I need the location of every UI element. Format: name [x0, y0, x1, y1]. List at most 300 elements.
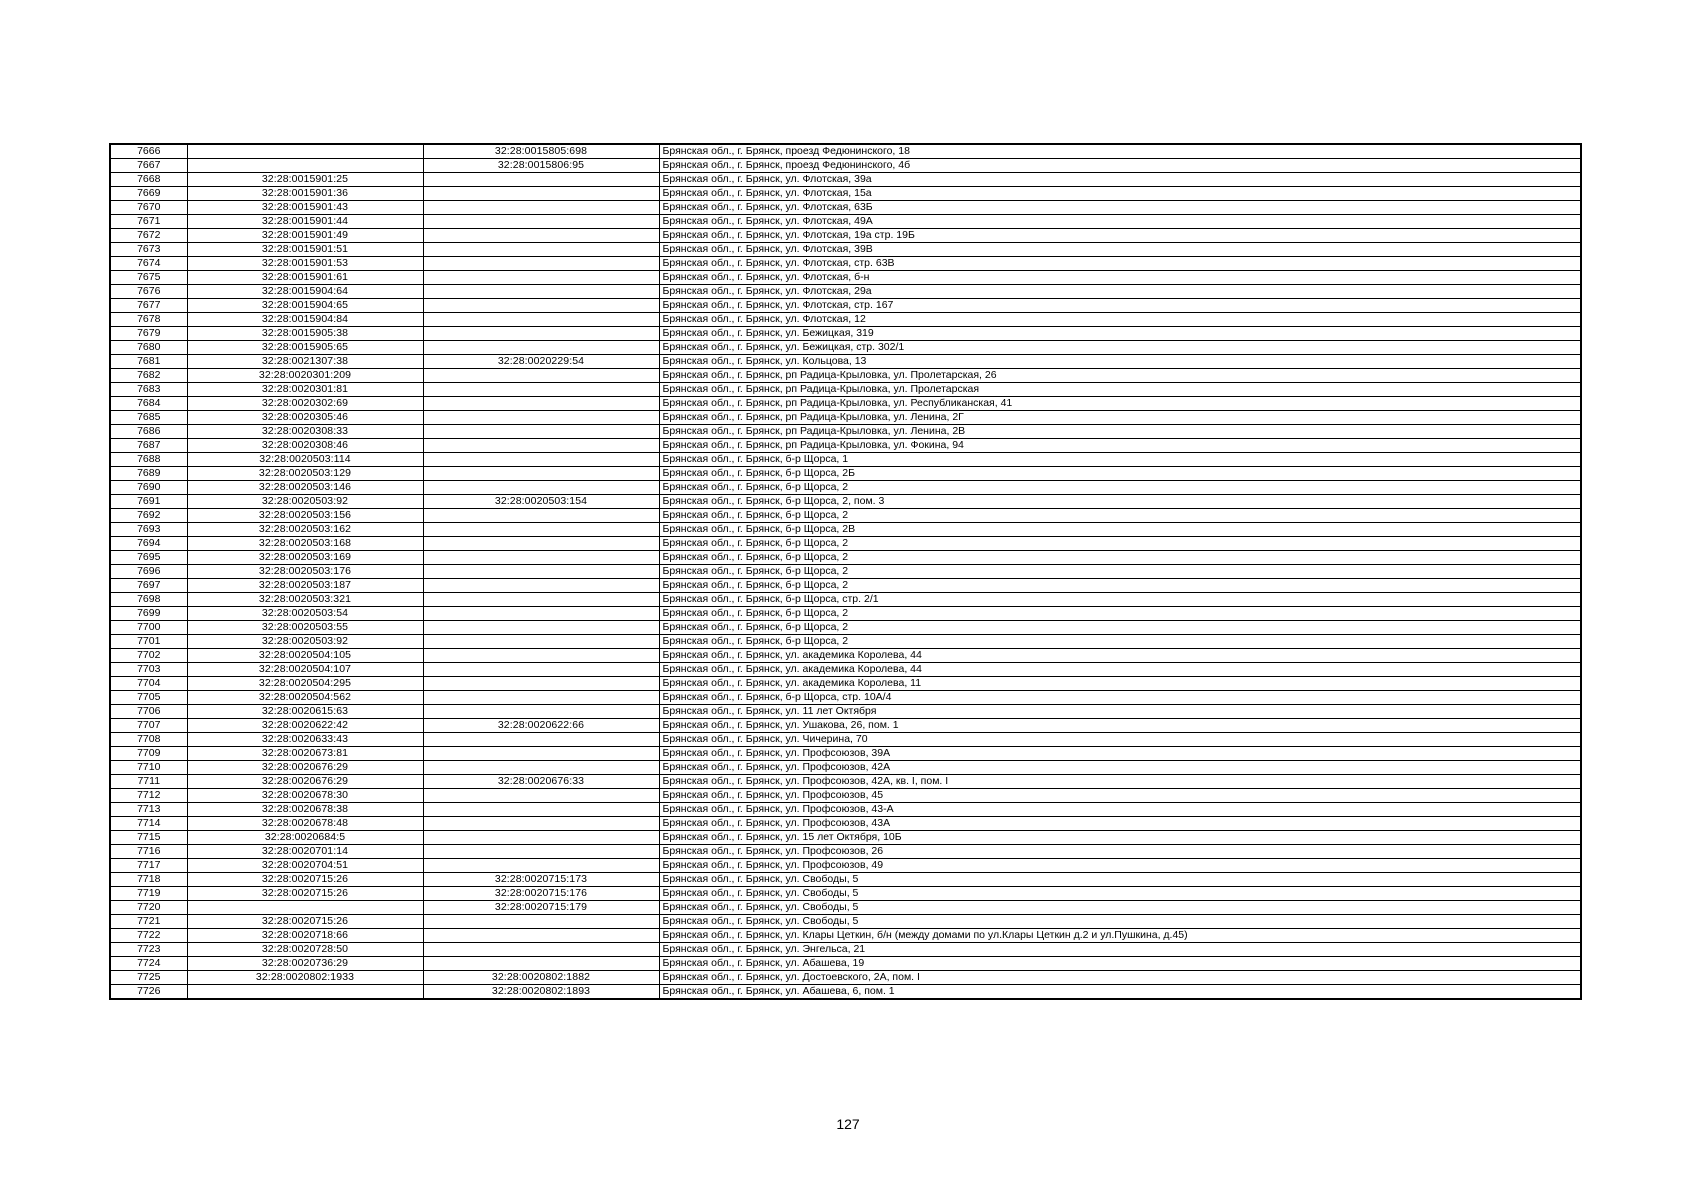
cadastral-number-cell: 32:28:0020503:321 — [187, 593, 423, 607]
table-row — [110, 649, 1581, 663]
row-number-cell: 7688 — [110, 453, 187, 467]
cadastral-number-cell: 32:28:0015901:43 — [187, 201, 423, 215]
table-row — [110, 341, 1581, 355]
cadastral-number-cell — [187, 985, 423, 1000]
cadastral-number-cell: 32:28:0020736:29 — [187, 957, 423, 971]
cadastral-number-cell: 32:28:0015904:64 — [187, 285, 423, 299]
related-cadastral-cell: 32:28:0015806:95 — [423, 159, 659, 173]
row-number-cell: 7670 — [110, 201, 187, 215]
related-cadastral-cell — [423, 411, 659, 425]
address-cell: Брянская обл., г. Брянск, рп Радица-Крыловка, ул. Пролетарская, 26 — [659, 369, 1581, 383]
related-cadastral-cell — [423, 929, 659, 943]
table-row — [110, 565, 1581, 579]
table-row — [110, 369, 1581, 383]
address-cell: Брянская обл., г. Брянск, ул. Профсоюзов, 45 — [659, 789, 1581, 803]
related-cadastral-cell — [423, 257, 659, 271]
table-row — [110, 859, 1581, 873]
table-row — [110, 467, 1581, 481]
cadastral-number-cell: 32:28:0015901:51 — [187, 243, 423, 257]
row-number-cell: 7673 — [110, 243, 187, 257]
cadastral-number-cell: 32:28:0020503:92 — [187, 495, 423, 509]
table-row — [110, 985, 1581, 1000]
cadastral-number-cell: 32:28:0020678:38 — [187, 803, 423, 817]
address-cell: Брянская обл., г. Брянск, ул. Профсоюзов, 43-А — [659, 803, 1581, 817]
related-cadastral-cell — [423, 327, 659, 341]
address-cell: Брянская обл., г. Брянск, рп Радица-Крыловка, ул. Фокина, 94 — [659, 439, 1581, 453]
row-number-cell: 7719 — [110, 887, 187, 901]
row-number-cell: 7667 — [110, 159, 187, 173]
related-cadastral-cell — [423, 593, 659, 607]
table-row — [110, 971, 1581, 985]
cadastral-number-cell: 32:28:0020503:176 — [187, 565, 423, 579]
related-cadastral-cell: 32:28:0020229:54 — [423, 355, 659, 369]
table-row — [110, 383, 1581, 397]
cadastral-number-cell: 32:28:0020633:43 — [187, 733, 423, 747]
table-row — [110, 705, 1581, 719]
row-number-cell: 7691 — [110, 495, 187, 509]
related-cadastral-cell — [423, 537, 659, 551]
related-cadastral-cell — [423, 551, 659, 565]
row-number-cell: 7700 — [110, 621, 187, 635]
row-number-cell: 7674 — [110, 257, 187, 271]
related-cadastral-cell — [423, 635, 659, 649]
row-number-cell: 7692 — [110, 509, 187, 523]
address-cell: Брянская обл., г. Брянск, ул. Профсоюзов, 39А — [659, 747, 1581, 761]
row-number-cell: 7704 — [110, 677, 187, 691]
related-cadastral-cell — [423, 845, 659, 859]
address-cell: Брянская обл., г. Брянск, ул. Флотская, 19а стр. 19Б — [659, 229, 1581, 243]
row-number-cell: 7696 — [110, 565, 187, 579]
row-number-cell: 7676 — [110, 285, 187, 299]
table-row — [110, 691, 1581, 705]
related-cadastral-cell — [423, 341, 659, 355]
cadastral-number-cell: 32:28:0015905:65 — [187, 341, 423, 355]
cadastral-number-cell: 32:28:0020676:29 — [187, 775, 423, 789]
table-row — [110, 747, 1581, 761]
address-cell: Брянская обл., г. Брянск, ул. Профсоюзов, 42А — [659, 761, 1581, 775]
address-cell: Брянская обл., г. Брянск, рп Радица-Крыловка, ул. Ленина, 2В — [659, 425, 1581, 439]
row-number-cell: 7678 — [110, 313, 187, 327]
related-cadastral-cell — [423, 565, 659, 579]
related-cadastral-cell — [423, 481, 659, 495]
related-cadastral-cell — [423, 943, 659, 957]
related-cadastral-cell — [423, 705, 659, 719]
address-cell: Брянская обл., г. Брянск, ул. академика Королева, 44 — [659, 663, 1581, 677]
row-number-cell: 7712 — [110, 789, 187, 803]
table-row — [110, 453, 1581, 467]
related-cadastral-cell — [423, 691, 659, 705]
cadastral-number-cell: 32:28:0020715:26 — [187, 915, 423, 929]
cadastral-number-cell: 32:28:0020615:63 — [187, 705, 423, 719]
cadastral-number-cell: 32:28:0020504:562 — [187, 691, 423, 705]
row-number-cell: 7681 — [110, 355, 187, 369]
row-number-cell: 7721 — [110, 915, 187, 929]
row-number-cell: 7717 — [110, 859, 187, 873]
row-number-cell: 7686 — [110, 425, 187, 439]
row-number-cell: 7671 — [110, 215, 187, 229]
cadastral-number-cell: 32:28:0020504:107 — [187, 663, 423, 677]
related-cadastral-cell — [423, 803, 659, 817]
address-cell: Брянская обл., г. Брянск, ул. Профсоюзов, 43А — [659, 817, 1581, 831]
cadastral-number-cell: 32:28:0015901:36 — [187, 187, 423, 201]
address-cell: Брянская обл., г. Брянск, ул. Бежицкая, 319 — [659, 327, 1581, 341]
address-cell: Брянская обл., г. Брянск, ул. Абашева, 19 — [659, 957, 1581, 971]
related-cadastral-cell — [423, 957, 659, 971]
related-cadastral-cell — [423, 859, 659, 873]
table-row — [110, 327, 1581, 341]
address-cell: Брянская обл., г. Брянск, б-р Щорса, стр. 10А/4 — [659, 691, 1581, 705]
address-cell: Брянская обл., г. Брянск, ул. Профсоюзов, 49 — [659, 859, 1581, 873]
address-cell: Брянская обл., г. Брянск, б-р Щорса, 1 — [659, 453, 1581, 467]
row-number-cell: 7715 — [110, 831, 187, 845]
cadastral-number-cell: 32:28:0020308:33 — [187, 425, 423, 439]
row-number-cell: 7689 — [110, 467, 187, 481]
cadastral-table — [109, 143, 1582, 1000]
address-cell: Брянская обл., г. Брянск, б-р Щорса, стр. 2/1 — [659, 593, 1581, 607]
address-cell: Брянская обл., г. Брянск, ул. Свободы, 5 — [659, 901, 1581, 915]
row-number-cell: 7668 — [110, 173, 187, 187]
table-body — [110, 144, 1581, 999]
cadastral-number-cell: 32:28:0020308:46 — [187, 439, 423, 453]
table-row — [110, 733, 1581, 747]
cadastral-number-cell: 32:28:0015901:53 — [187, 257, 423, 271]
cadastral-number-cell: 32:28:0020503:146 — [187, 481, 423, 495]
address-cell: Брянская обл., г. Брянск, проезд Федюнинского, 4б — [659, 159, 1581, 173]
address-cell: Брянская обл., г. Брянск, б-р Щорса, 2В — [659, 523, 1581, 537]
cadastral-number-cell: 32:28:0020684:5 — [187, 831, 423, 845]
row-number-cell: 7707 — [110, 719, 187, 733]
cadastral-number-cell: 32:28:0015904:84 — [187, 313, 423, 327]
row-number-cell: 7724 — [110, 957, 187, 971]
address-cell: Брянская обл., г. Брянск, ул. Энгельса, 21 — [659, 943, 1581, 957]
related-cadastral-cell — [423, 607, 659, 621]
related-cadastral-cell — [423, 523, 659, 537]
row-number-cell: 7702 — [110, 649, 187, 663]
row-number-cell: 7666 — [110, 144, 187, 159]
address-cell: Брянская обл., г. Брянск, ул. 15 лет Октября, 10Б — [659, 831, 1581, 845]
table-row — [110, 495, 1581, 509]
table-row — [110, 159, 1581, 173]
address-cell: Брянская обл., г. Брянск, б-р Щорса, 2 — [659, 621, 1581, 635]
cadastral-number-cell — [187, 144, 423, 159]
row-number-cell: 7725 — [110, 971, 187, 985]
row-number-cell: 7710 — [110, 761, 187, 775]
cadastral-number-cell: 32:28:0015901:25 — [187, 173, 423, 187]
table-row — [110, 425, 1581, 439]
table-row — [110, 523, 1581, 537]
address-cell: Брянская обл., г. Брянск, ул. Кольцова, 13 — [659, 355, 1581, 369]
table-row — [110, 943, 1581, 957]
address-cell: Брянская обл., г. Брянск, б-р Щорса, 2 — [659, 537, 1581, 551]
cadastral-number-cell: 32:28:0020802:1933 — [187, 971, 423, 985]
cadastral-number-cell: 32:28:0020715:26 — [187, 887, 423, 901]
table-row — [110, 285, 1581, 299]
row-number-cell: 7677 — [110, 299, 187, 313]
cadastral-number-cell — [187, 901, 423, 915]
table-row — [110, 257, 1581, 271]
related-cadastral-cell: 32:28:0020715:179 — [423, 901, 659, 915]
related-cadastral-cell — [423, 649, 659, 663]
table-row — [110, 187, 1581, 201]
row-number-cell: 7701 — [110, 635, 187, 649]
table-row — [110, 929, 1581, 943]
related-cadastral-cell — [423, 271, 659, 285]
related-cadastral-cell — [423, 453, 659, 467]
address-cell: Брянская обл., г. Брянск, ул. Флотская, 39а — [659, 173, 1581, 187]
row-number-cell: 7716 — [110, 845, 187, 859]
row-number-cell: 7720 — [110, 901, 187, 915]
related-cadastral-cell — [423, 817, 659, 831]
address-cell: Брянская обл., г. Брянск, б-р Щорса, 2 — [659, 579, 1581, 593]
address-cell: Брянская обл., г. Брянск, ул. академика Королева, 44 — [659, 649, 1581, 663]
row-number-cell: 7711 — [110, 775, 187, 789]
table-row — [110, 551, 1581, 565]
table-row — [110, 831, 1581, 845]
cadastral-number-cell: 32:28:0020715:26 — [187, 873, 423, 887]
row-number-cell: 7684 — [110, 397, 187, 411]
row-number-cell: 7709 — [110, 747, 187, 761]
address-cell: Брянская обл., г. Брянск, б-р Щорса, 2Б — [659, 467, 1581, 481]
address-cell: Брянская обл., г. Брянск, ул. Ушакова, 26, пом. 1 — [659, 719, 1581, 733]
row-number-cell: 7690 — [110, 481, 187, 495]
cadastral-number-cell: 32:28:0020305:46 — [187, 411, 423, 425]
related-cadastral-cell — [423, 215, 659, 229]
related-cadastral-cell — [423, 663, 659, 677]
table-row — [110, 915, 1581, 929]
related-cadastral-cell — [423, 425, 659, 439]
related-cadastral-cell: 32:28:0020802:1882 — [423, 971, 659, 985]
related-cadastral-cell — [423, 621, 659, 635]
cadastral-number-cell: 32:28:0020301:209 — [187, 369, 423, 383]
row-number-cell: 7685 — [110, 411, 187, 425]
row-number-cell: 7723 — [110, 943, 187, 957]
related-cadastral-cell — [423, 187, 659, 201]
cadastral-number-cell: 32:28:0020503:156 — [187, 509, 423, 523]
related-cadastral-cell — [423, 229, 659, 243]
cadastral-number-cell: 32:28:0020302:69 — [187, 397, 423, 411]
related-cadastral-cell — [423, 285, 659, 299]
related-cadastral-cell: 32:28:0020622:66 — [423, 719, 659, 733]
cadastral-number-cell: 32:28:0020728:50 — [187, 943, 423, 957]
row-number-cell: 7722 — [110, 929, 187, 943]
related-cadastral-cell — [423, 747, 659, 761]
cadastral-number-cell: 32:28:0015905:38 — [187, 327, 423, 341]
address-cell: Брянская обл., г. Брянск, ул. Чичерина, 70 — [659, 733, 1581, 747]
table-row — [110, 229, 1581, 243]
related-cadastral-cell — [423, 761, 659, 775]
address-cell: Брянская обл., г. Брянск, ул. Флотская, стр. 167 — [659, 299, 1581, 313]
related-cadastral-cell: 32:28:0020715:173 — [423, 873, 659, 887]
cadastral-number-cell: 32:28:0020503:114 — [187, 453, 423, 467]
cadastral-number-cell: 32:28:0020678:48 — [187, 817, 423, 831]
address-cell: Брянская обл., г. Брянск, ул. Достоевского, 2А, пом. I — [659, 971, 1581, 985]
cadastral-number-cell: 32:28:0015904:65 — [187, 299, 423, 313]
table-row — [110, 313, 1581, 327]
cadastral-number-cell: 32:28:0015901:44 — [187, 215, 423, 229]
address-cell: Брянская обл., г. Брянск, б-р Щорса, 2 — [659, 509, 1581, 523]
address-cell: Брянская обл., г. Брянск, ул. Флотская, б-н — [659, 271, 1581, 285]
related-cadastral-cell: 32:28:0020715:176 — [423, 887, 659, 901]
related-cadastral-cell — [423, 579, 659, 593]
cadastral-number-cell — [187, 159, 423, 173]
address-cell: Брянская обл., г. Брянск, ул. Абашева, 6, пом. 1 — [659, 985, 1581, 1000]
row-number-cell: 7726 — [110, 985, 187, 1000]
address-cell: Брянская обл., г. Брянск, ул. академика Королева, 11 — [659, 677, 1581, 691]
address-cell: Брянская обл., г. Брянск, ул. Профсоюзов, 42А, кв. I, пом. I — [659, 775, 1581, 789]
address-cell: Брянская обл., г. Брянск, ул. Свободы, 5 — [659, 873, 1581, 887]
cadastral-number-cell: 32:28:0020504:105 — [187, 649, 423, 663]
address-cell: Брянская обл., г. Брянск, ул. Флотская, 49А — [659, 215, 1581, 229]
related-cadastral-cell — [423, 369, 659, 383]
cadastral-number-cell: 32:28:0021307:38 — [187, 355, 423, 369]
related-cadastral-cell — [423, 677, 659, 691]
table-row — [110, 299, 1581, 313]
row-number-cell: 7682 — [110, 369, 187, 383]
cadastral-number-cell: 32:28:0020718:66 — [187, 929, 423, 943]
related-cadastral-cell — [423, 733, 659, 747]
cadastral-number-cell: 32:28:0020503:129 — [187, 467, 423, 481]
related-cadastral-cell — [423, 789, 659, 803]
related-cadastral-cell — [423, 383, 659, 397]
address-cell: Брянская обл., г. Брянск, б-р Щорса, 2 — [659, 565, 1581, 579]
table-row — [110, 789, 1581, 803]
row-number-cell: 7703 — [110, 663, 187, 677]
row-number-cell: 7718 — [110, 873, 187, 887]
cadastral-number-cell: 32:28:0020503:187 — [187, 579, 423, 593]
address-cell: Брянская обл., г. Брянск, ул. Флотская, 15а — [659, 187, 1581, 201]
address-cell: Брянская обл., г. Брянск, ул. 11 лет Октября — [659, 705, 1581, 719]
row-number-cell: 7669 — [110, 187, 187, 201]
table-row — [110, 411, 1581, 425]
cadastral-number-cell: 32:28:0020503:162 — [187, 523, 423, 537]
address-cell: Брянская обл., г. Брянск, б-р Щорса, 2, пом. 3 — [659, 495, 1581, 509]
address-cell: Брянская обл., г. Брянск, рп Радица-Крыловка, ул. Республиканская, 41 — [659, 397, 1581, 411]
address-cell: Брянская обл., г. Брянск, проезд Федюнинского, 18 — [659, 144, 1581, 159]
related-cadastral-cell: 32:28:0020676:33 — [423, 775, 659, 789]
related-cadastral-cell: 32:28:0020802:1893 — [423, 985, 659, 1000]
cadastral-number-cell: 32:28:0015901:61 — [187, 271, 423, 285]
table-row — [110, 215, 1581, 229]
address-cell: Брянская обл., г. Брянск, ул. Свободы, 5 — [659, 887, 1581, 901]
cadastral-number-cell: 32:28:0020704:51 — [187, 859, 423, 873]
address-cell: Брянская обл., г. Брянск, ул. Свободы, 5 — [659, 915, 1581, 929]
address-cell: Брянская обл., г. Брянск, ул. Флотская, 29а — [659, 285, 1581, 299]
table-row — [110, 775, 1581, 789]
row-number-cell: 7680 — [110, 341, 187, 355]
table-row — [110, 579, 1581, 593]
address-cell: Брянская обл., г. Брянск, б-р Щорса, 2 — [659, 481, 1581, 495]
related-cadastral-cell: 32:28:0015805:698 — [423, 144, 659, 159]
table-row — [110, 173, 1581, 187]
table-row — [110, 887, 1581, 901]
address-cell: Брянская обл., г. Брянск, ул. Флотская, стр. 63В — [659, 257, 1581, 271]
table-row — [110, 621, 1581, 635]
related-cadastral-cell — [423, 439, 659, 453]
page-number: 127 — [836, 1116, 860, 1132]
cadastral-number-cell: 32:28:0020676:29 — [187, 761, 423, 775]
cadastral-number-cell: 32:28:0020503:54 — [187, 607, 423, 621]
table-row — [110, 593, 1581, 607]
related-cadastral-cell — [423, 243, 659, 257]
row-number-cell: 7697 — [110, 579, 187, 593]
cadastral-number-cell: 32:28:0020503:169 — [187, 551, 423, 565]
table-row — [110, 397, 1581, 411]
related-cadastral-cell — [423, 201, 659, 215]
row-number-cell: 7705 — [110, 691, 187, 705]
table-row — [110, 901, 1581, 915]
cadastral-number-cell: 32:28:0020622:42 — [187, 719, 423, 733]
related-cadastral-cell — [423, 915, 659, 929]
row-number-cell: 7714 — [110, 817, 187, 831]
related-cadastral-cell — [423, 173, 659, 187]
cadastral-number-cell: 32:28:0020701:14 — [187, 845, 423, 859]
related-cadastral-cell — [423, 467, 659, 481]
table-row — [110, 677, 1581, 691]
table-row — [110, 607, 1581, 621]
row-number-cell: 7672 — [110, 229, 187, 243]
address-cell: Брянская обл., г. Брянск, ул. Бежицкая, стр. 302/1 — [659, 341, 1581, 355]
related-cadastral-cell: 32:28:0020503:154 — [423, 495, 659, 509]
address-cell: Брянская обл., г. Брянск, рп Радица-Крыловка, ул. Пролетарская — [659, 383, 1581, 397]
table-row — [110, 509, 1581, 523]
row-number-cell: 7675 — [110, 271, 187, 285]
row-number-cell: 7693 — [110, 523, 187, 537]
table-row — [110, 957, 1581, 971]
related-cadastral-cell — [423, 397, 659, 411]
cadastral-number-cell: 32:28:0020673:81 — [187, 747, 423, 761]
table-row — [110, 845, 1581, 859]
table-row — [110, 144, 1581, 159]
table-row — [110, 439, 1581, 453]
row-number-cell: 7698 — [110, 593, 187, 607]
table-row — [110, 817, 1581, 831]
cadastral-number-cell: 32:28:0020678:30 — [187, 789, 423, 803]
related-cadastral-cell — [423, 299, 659, 313]
address-cell: Брянская обл., г. Брянск, б-р Щорса, 2 — [659, 607, 1581, 621]
row-number-cell: 7695 — [110, 551, 187, 565]
table-row — [110, 663, 1581, 677]
row-number-cell: 7694 — [110, 537, 187, 551]
table-row — [110, 355, 1581, 369]
cadastral-number-cell: 32:28:0020503:55 — [187, 621, 423, 635]
address-cell: Брянская обл., г. Брянск, ул. Флотская, 12 — [659, 313, 1581, 327]
address-cell: Брянская обл., г. Брянск, б-р Щорса, 2 — [659, 635, 1581, 649]
address-cell: Брянская обл., г. Брянск, ул. Профсоюзов, 26 — [659, 845, 1581, 859]
cadastral-number-cell: 32:28:0020504:295 — [187, 677, 423, 691]
table-row — [110, 803, 1581, 817]
row-number-cell: 7708 — [110, 733, 187, 747]
table-row — [110, 537, 1581, 551]
row-number-cell: 7699 — [110, 607, 187, 621]
address-cell: Брянская обл., г. Брянск, рп Радица-Крыловка, ул. Ленина, 2Г — [659, 411, 1581, 425]
related-cadastral-cell — [423, 831, 659, 845]
table-row — [110, 243, 1581, 257]
cadastral-number-cell: 32:28:0020503:168 — [187, 537, 423, 551]
related-cadastral-cell — [423, 313, 659, 327]
row-number-cell: 7679 — [110, 327, 187, 341]
table-row — [110, 201, 1581, 215]
table-row — [110, 271, 1581, 285]
address-cell: Брянская обл., г. Брянск, б-р Щорса, 2 — [659, 551, 1581, 565]
address-cell: Брянская обл., г. Брянск, ул. Флотская, 39В — [659, 243, 1581, 257]
related-cadastral-cell — [423, 509, 659, 523]
cadastral-number-cell: 32:28:0015901:49 — [187, 229, 423, 243]
row-number-cell: 7706 — [110, 705, 187, 719]
address-cell: Брянская обл., г. Брянск, ул. Флотская, 63Б — [659, 201, 1581, 215]
row-number-cell: 7687 — [110, 439, 187, 453]
cadastral-number-cell: 32:28:0020503:92 — [187, 635, 423, 649]
row-number-cell: 7683 — [110, 383, 187, 397]
